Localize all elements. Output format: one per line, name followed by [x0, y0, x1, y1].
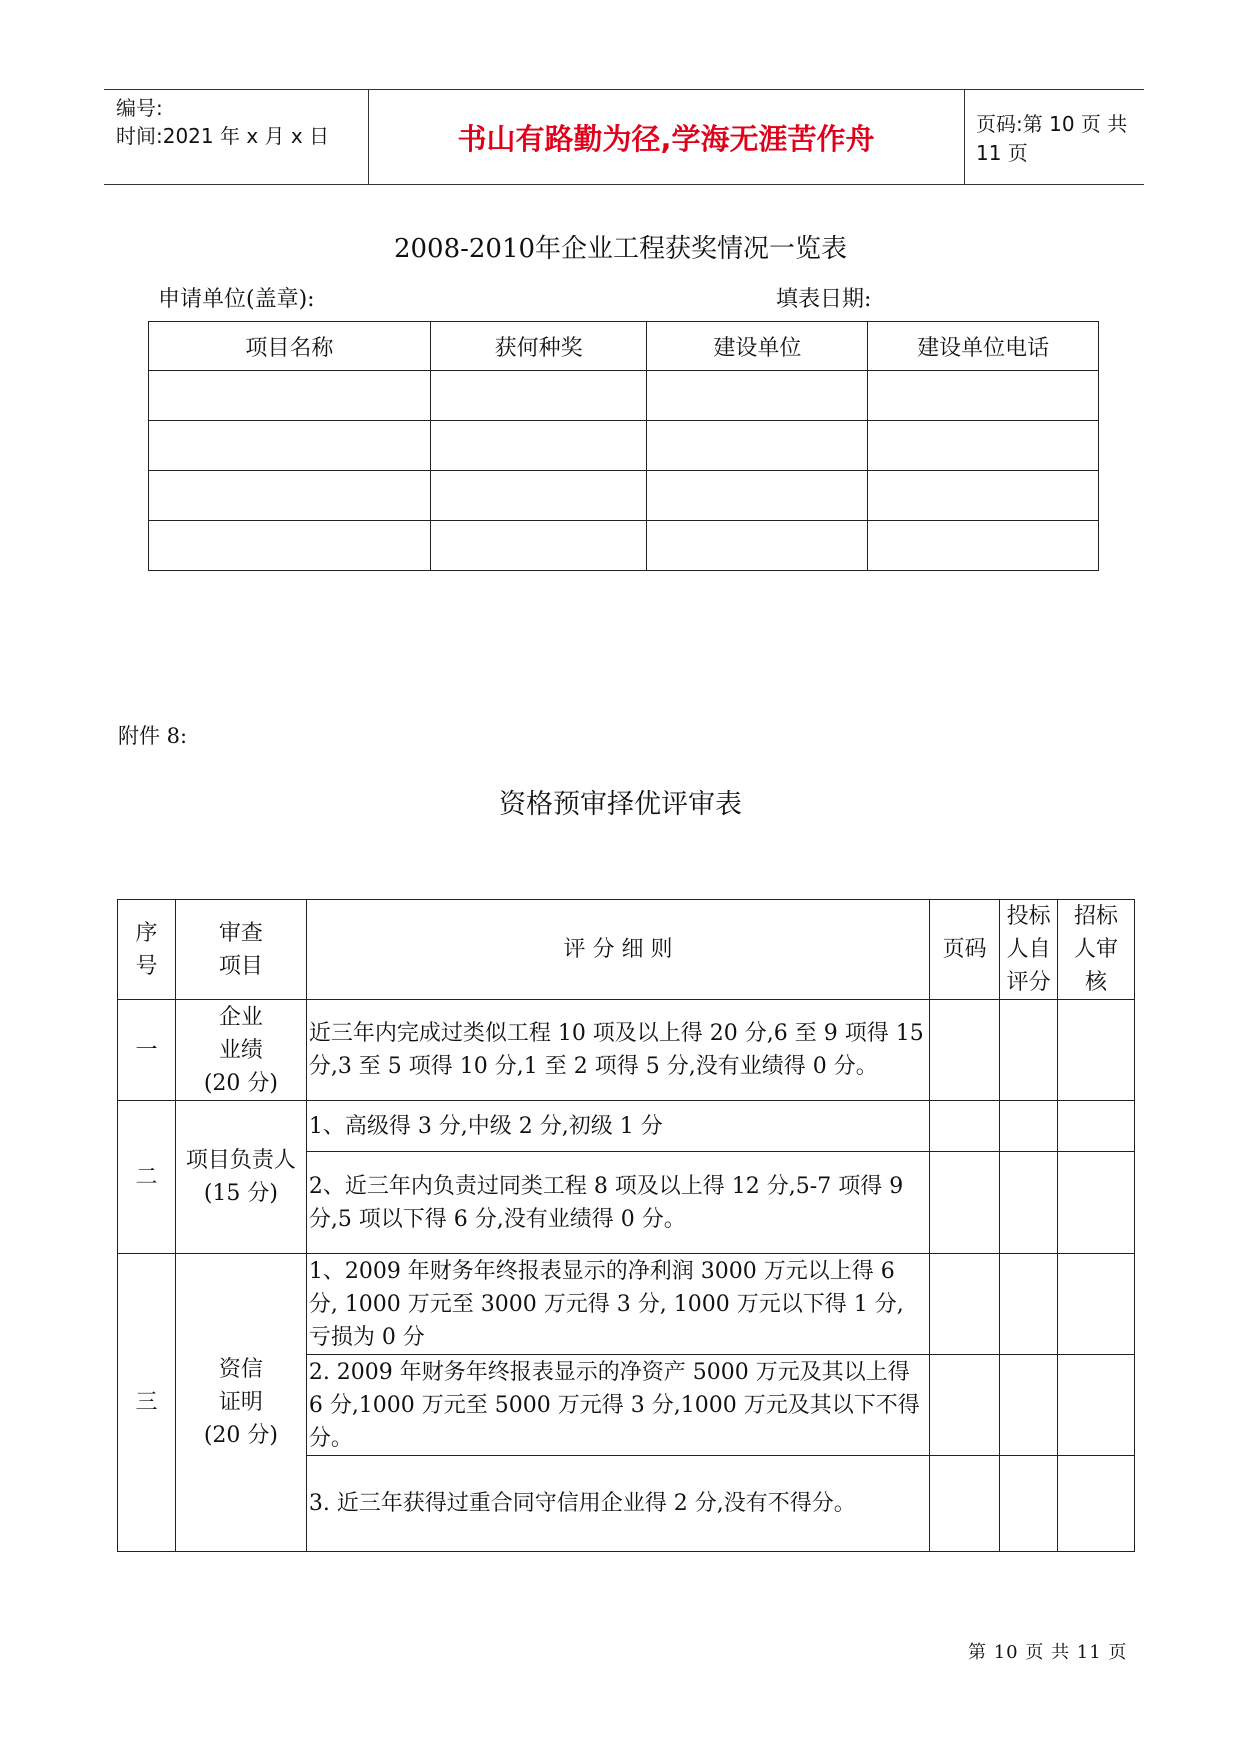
table-row [118, 1000, 1135, 1101]
awards-title: 2008-2010年企业工程获奖情况一览表 [393, 234, 848, 264]
header-seq: 序 号 [118, 900, 176, 1000]
table-row [149, 471, 1099, 521]
col-project-name: 项目名称 [149, 322, 431, 371]
page-header [104, 89, 1144, 185]
slogan: 书山有路勤为径,学海无涯苦作舟 [457, 121, 875, 156]
attachment-label: 附件 8: [118, 724, 188, 748]
row-seq: 一 [118, 1000, 176, 1101]
applicant-label: 申请单位(盖章): [158, 287, 315, 312]
page-footer: 第 10 页 共 11 页 [968, 1642, 1128, 1663]
row-rule: 2、近三年内负责过同类工程 8 项及以上得 12 分,5-7 项得 9 分,5 项以下得 6 分,没有业绩得 0 分。 [306, 1152, 929, 1254]
row-rule: 1、高级得 3 分,中级 2 分,初级 1 分 [306, 1101, 929, 1152]
number-label: 编号: [116, 96, 163, 120]
review-table [117, 899, 1135, 1552]
fill-date-label: 填表日期: [776, 287, 872, 312]
table-row [118, 1101, 1135, 1152]
col-award-type: 获何种奖 [430, 322, 647, 371]
row-rule: 近三年内完成过类似工程 10 项及以上得 20 分,6 至 9 项得 15 分,3 至 5 项得 10 分,1 至 2 项得 5 分,没有业绩得 0 分。 [306, 1000, 929, 1101]
header-rules: 评 分 细 则 [306, 900, 929, 1000]
table-row [149, 371, 1099, 421]
header-meta [116, 94, 366, 150]
row-item: 资信 证明 (20 分) [175, 1254, 306, 1552]
time-label: 时间:2021 年 x 月 x 日 [116, 124, 330, 148]
awards-header-row [149, 322, 1099, 371]
review-title: 资格预审择优评审表 [499, 789, 742, 820]
header-item: 审查 项目 [175, 900, 306, 1000]
header-audit: 招标 人审 核 [1058, 900, 1135, 1000]
col-client-phone: 建设单位电话 [868, 322, 1099, 371]
row-item: 项目负责人 (15 分) [175, 1101, 306, 1254]
header-page: 页码 [930, 900, 1000, 1000]
row-rule: 3. 近三年获得过重合同守信用企业得 2 分,没有不得分。 [306, 1456, 929, 1552]
col-client: 建设单位 [647, 322, 868, 371]
review-header-row [118, 900, 1135, 1000]
row-seq: 三 [118, 1254, 176, 1552]
row-seq: 二 [118, 1101, 176, 1254]
header-self-score: 投标 人自 评分 [1000, 900, 1058, 1000]
header-page-info: 页码:第 10 页 共 11 页 [976, 112, 1128, 165]
awards-table [148, 321, 1099, 571]
table-row [118, 1254, 1135, 1355]
row-rule: 1、2009 年财务年终报表显示的净利润 3000 万元以上得 6 分, 1000 万元至 3000 万元得 3 分, 1000 万元以下得 1 分, 亏损为 0 分 [306, 1254, 929, 1355]
table-row [149, 421, 1099, 471]
table-row [149, 521, 1099, 571]
row-item: 企业 业绩 (20 分) [175, 1000, 306, 1101]
row-rule: 2. 2009 年财务年终报表显示的净资产 5000 万元及其以上得 6 分,1000 万元至 5000 万元得 3 分,1000 万元及其以下不得分。 [306, 1355, 929, 1456]
